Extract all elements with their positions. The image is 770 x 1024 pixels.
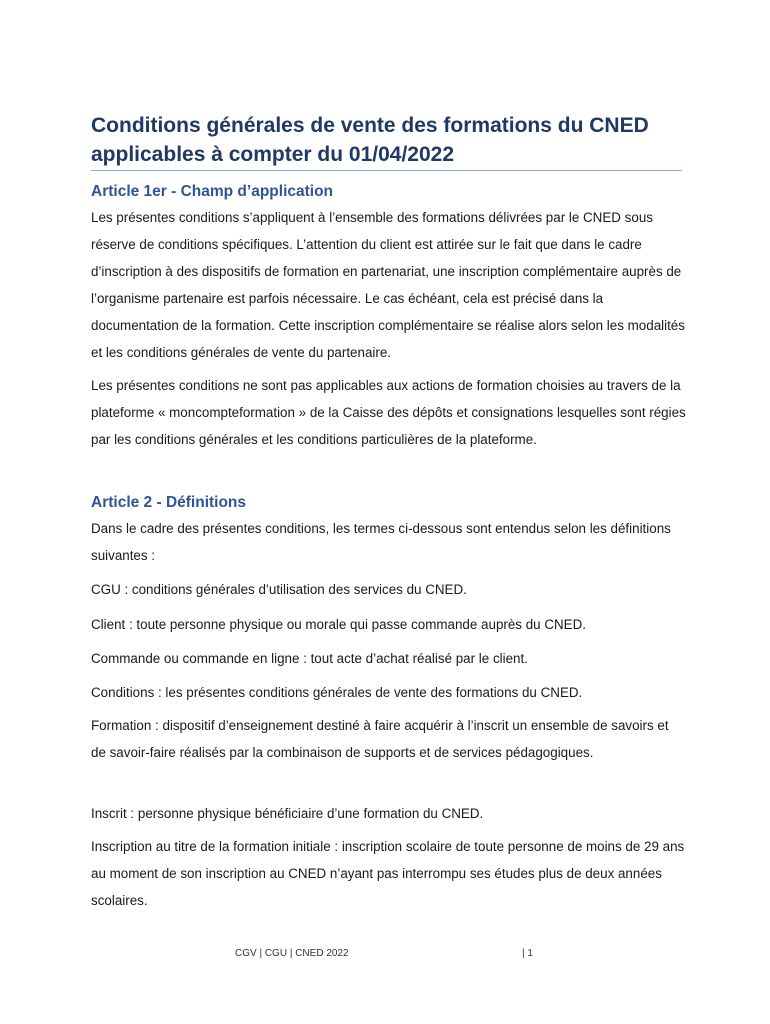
article-2-intro: Dans le cadre des présentes conditions, les termes ci-dessous sont entendus selon les définitions suivantes : (91, 521, 671, 563)
definition-commande: Commande ou commande en ligne : tout acte d’achat réalisé par le client. (91, 651, 528, 666)
article-2-heading: Article 2 - Définitions (91, 494, 247, 511)
footer-label: CGV | CGU | CNED 2022 (235, 948, 349, 959)
title-divider (91, 170, 682, 171)
article-1-paragraph-2: Les présentes conditions ne sont pas applicables aux actions de formation choisies au travers de la plateforme « moncompteformation » de la Caisse des dépôts et consignations lesquelles sont régies par les conditions générales et les conditions particulières de la plateforme. (91, 378, 686, 447)
document-title (91, 111, 682, 169)
definition-inscription-formation-initiale: Inscription au titre de la formation initiale : inscription scolaire de toute personne de moins de 29 ans au moment de son inscription au CNED n’ayant pas interrompu ses études plus de deux années scolaires. (91, 839, 685, 908)
definition-conditions: Conditions : les présentes conditions générales de vente des formations du CNED. (91, 685, 583, 700)
definition-inscrit: Inscrit : personne physique bénéficiaire d’une formation du CNED. (91, 806, 484, 821)
page-number: | 1 (522, 948, 533, 959)
definition-formation: Formation : dispositif d’enseignement destiné à faire acquérir à l’inscrit un ensemble de savoirs et de savoir-faire réalisés par la combinaison de supports et de services pédagogiques. (91, 718, 669, 760)
definition-client: Client : toute personne physique ou morale qui passe commande auprès du CNED. (91, 617, 586, 632)
definition-cgu: CGU : conditions générales d’utilisation des services du CNED. (91, 582, 467, 597)
article-1-heading: Article 1er - Champ d’application (91, 183, 334, 200)
title-line-2: applicables à compter du 01/04/2022 (91, 143, 455, 166)
title-line-1: Conditions générales de vente des formations du CNED (91, 114, 649, 137)
article-1-paragraph-1: Les présentes conditions s’appliquent à l’ensemble des formations délivrées par le CNED sous réserve de conditions spécifiques. L’attention du client est attirée sur le fait que dans le cadre d’inscription à des dispositifs de formation en partenariat, une inscription complémentaire auprès de l’organisme partenaire est parfois nécessaire. Le cas échéant, cela est précisé dans la documentation de la formation. Cette inscription complémentaire se réalise alors selon les modalités et les conditions générales de vente du partenaire. (91, 210, 685, 360)
